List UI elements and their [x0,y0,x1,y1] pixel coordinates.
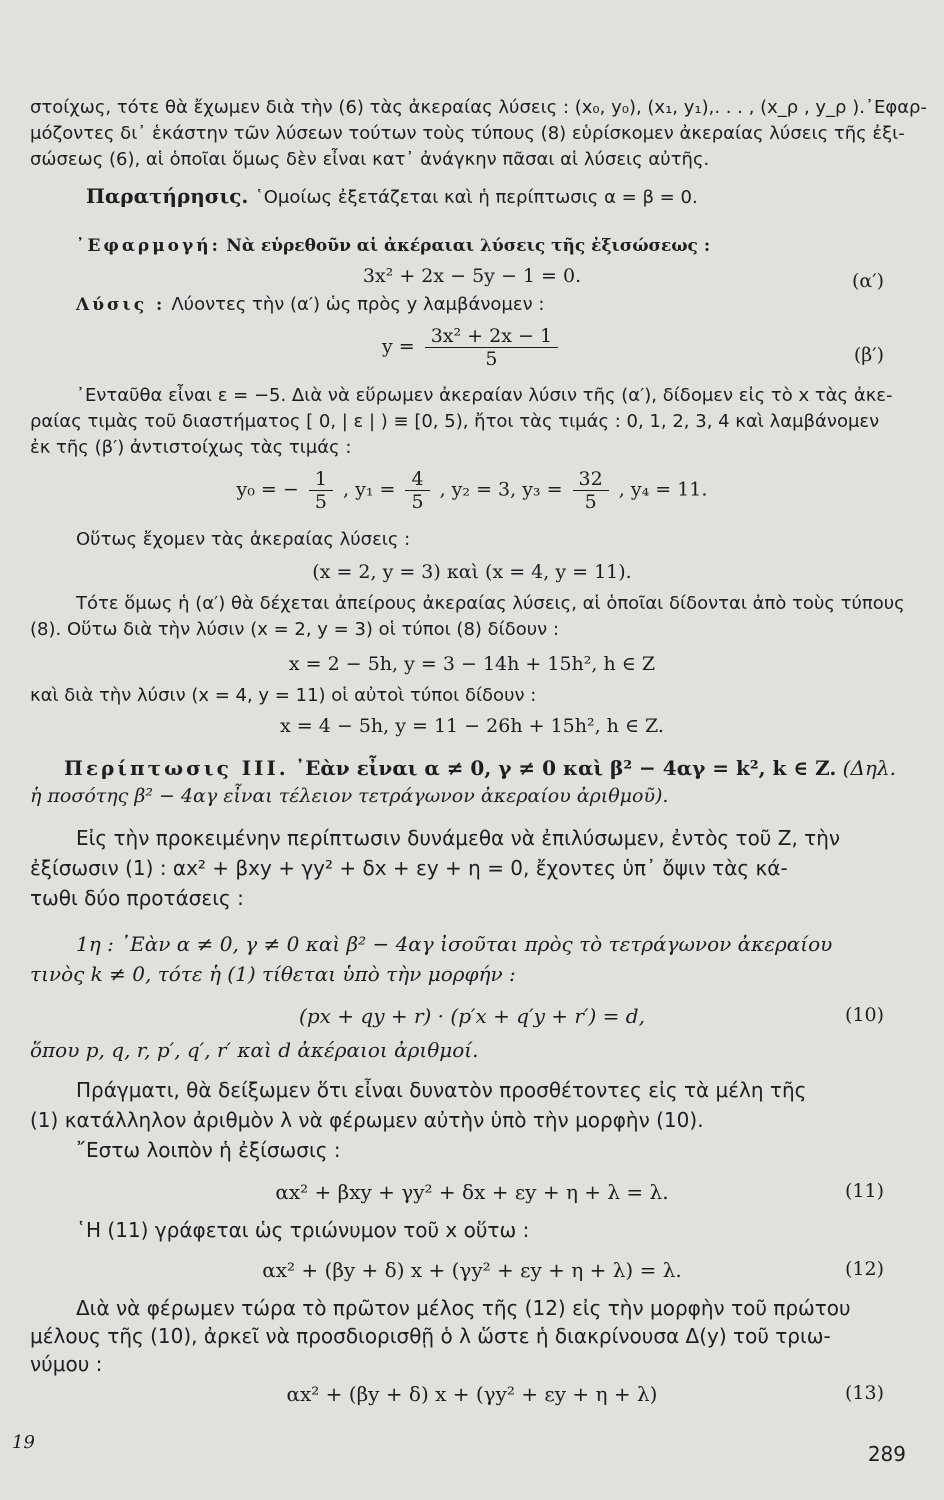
text-line: τωθι δύο προτάσεις : [30,886,244,910]
fraction-denominator: 5 [314,491,327,513]
solution-line [76,292,904,317]
text-line: μόζοντες δι᾿ ἑκάστην τῶν λύσεων τούτων τοὺς τύπους (8) εὑρίσκομεν ἀκεραίας λύσεις τῆς ἐξι- [30,123,905,144]
equation-13-tag: (13) [844,1382,884,1404]
equation-11-tag: (11) [844,1180,884,1202]
proposition-line: ὅπου p, q, r, p′, q′, r′ καὶ d ἀκέραιοι ἀριθμοί. [30,1038,479,1062]
formula-2: x = 4 − 5h, y = 11 − 26h + 15h², h ∈ Z. [280,715,664,737]
equation-10: (px + qy + r) · (p′x + q′y + r′) = d, [299,1004,645,1028]
values-line [0,468,944,513]
text-line: Εἰς τὴν προκειμένην περίπτωσιν δυνάμεθα νὰ ἐπιλύσωμεν, ἐντὸς τοῦ Z, τὴν [76,826,841,850]
case-heading [64,756,904,780]
equation-12-tag: (12) [844,1258,884,1280]
integer-solutions: (x = 2, y = 3) καὶ (x = 4, y = 11). [312,561,632,583]
text-line: ᾿Ενταῦθα εἶναι ε = −5. Διὰ νὰ εὕρωμεν ἀκεραίαν λύσιν τῆς (α′), δίδομεν εἰς τὸ x τὰς ἀκε- [76,385,893,406]
signature-mark: 19 [12,1432,35,1453]
equation-12: αx² + (βy + δ) x + (γy² + εy + η + λ) = λ. [262,1258,682,1282]
equation-b-lhs: y = [381,335,415,358]
fraction-numerator: 3x² + 2x − 1 [425,325,558,348]
text-line: νύμου : [30,1352,103,1376]
solution-label: Λύσις : [76,295,166,315]
text-line: στοίχως, τότε θὰ ἔχωμεν διὰ τὴν (6) τὰς ἀκεραίας λύσεις : (x₀, y₀), (x₁, y₁),. . . , (x_ρ , y_ρ ).᾿Εφαρ- [30,97,927,118]
equation-10-tag: (10) [844,1004,884,1026]
equation-a [0,264,944,288]
text-line: ῾Η (11) γράφεται ὡς τριώνυμον τοῦ x οὕτω : [76,1218,530,1242]
fraction-numerator: 4 [405,468,429,491]
fraction-denominator: 5 [411,491,424,513]
text-line: Τότε ὅμως ἡ (α′) θὰ δέχεται ἀπείρους ἀκεραίας λύσεις, αἱ ὁποῖαι δίδονται ἀπὸ τοὺς τύπους [76,593,905,614]
fraction [573,468,609,513]
equation-11: αx² + βxy + γy² + δx + εy + η + λ = λ. [275,1180,669,1204]
text-line: καὶ διὰ τὴν λύσιν (x = 4, y = 11) οἱ αὐτοὶ τύποι δίδουν : [30,685,537,706]
text-line: Πράγματι, θὰ δείξωμεν ὅτι εἶναι δυνατὸν προσθέτοντες εἰς τὰ μέλη τῆς [76,1078,807,1102]
value-y2-y3: , y₂ = 3, y₃ = [439,478,563,501]
text-line: (8). Οὕτω διὰ τὴν λύσιν (x = 2, y = 3) οἱ τύποι (8) δίδουν : [30,619,560,640]
formula-1: x = 2 − 5h, y = 3 − 14h + 15h², h ∈ Z [288,653,656,675]
equation-a-expr: 3x² + 2x − 5y − 1 = 0. [362,265,582,287]
fraction-numerator: 1 [309,468,333,491]
application-text: Νὰ εὑρεθοῦν αἱ ἀκέραιαι λύσεις τῆς ἐξισώσεως : [226,236,711,256]
fraction [405,468,429,513]
case-title: Περίπτωσις ΙΙΙ. [64,756,289,780]
text-line: (1) κατάλληλον ἀριθμὸν λ νὰ φέρωμεν αὐτὴν ὑπὸ τὴν μορφὴν (10). [30,1108,704,1132]
application-label: ᾿Εφαρμογή: [76,236,221,256]
proposition-line: 1η : ᾿Εὰν α ≠ 0, γ ≠ 0 καὶ β² − 4αγ ἰσοῦται πρὸς τὸ τετράγωνον ἀκεραίου [76,932,833,956]
page-number: 289 [867,1442,906,1466]
value-y4: , y₄ = 11. [618,478,708,501]
value-y0: y₀ = − [236,478,299,501]
text-line: μέλους τῆς (10), ἀρκεῖ νὰ προσδιορισθῇ ὁ λ ὥστε ἡ διακρίνουσα Δ(y) τοῦ τριω- [30,1324,831,1348]
remark-line [86,184,904,210]
text-line: Οὕτως ἔχομεν τὰς ἀκεραίας λύσεις : [76,529,411,550]
case-condition: ᾿Εὰν εἶναι α ≠ 0, γ ≠ 0 καὶ β² − 4αγ = k², k ∈ Z. [295,756,837,780]
fraction [309,468,333,513]
value-y1: , y₁ = [343,478,396,501]
remark-text: ῾Ομοίως ἐξετάζεται καὶ ἡ περίπτωσις α = β = 0. [254,187,698,208]
solution-text: Λύοντες τὴν (α′) ὡς πρὸς y λαμβάνομεν : [171,294,545,315]
fraction-denominator: 5 [485,348,498,370]
text-line: ἐξίσωσιν (1) : αx² + βxy + γy² + δx + εy + η = 0, ἔχοντες ὑπ᾿ ὄψιν τὰς κά- [30,856,788,880]
text-line: ῎Εστω λοιπὸν ἡ ἐξίσωσις : [76,1138,341,1162]
remark-label: Παρατήρησις. [86,184,249,208]
text-line: Διὰ νὰ φέρωμεν τώρα τὸ πρῶτον μέλος τῆς (12) εἰς τὴν μορφὴν τοῦ πρώτου [76,1296,851,1320]
fraction-numerator: 32 [573,468,609,491]
equation-b-tag: (β′) [853,344,884,366]
text-line: ραίας τιμὰς τοῦ διαστήματος [ 0, | ε | ) ≡ [0, 5), ἤτοι τὰς τιμάς : 0, 1, 2, 3, 4 καὶ λαμβάνομεν [30,411,880,432]
text-line: ἐκ τῆς (β′) ἀντιστοίχως τὰς τιμάς : [30,437,352,458]
case-note-start: (Δηλ. [842,756,896,780]
equation-13: αx² + (βy + δ) x + (γy² + εy + η + λ) [286,1382,658,1406]
equation-b [0,325,944,370]
text-line: σώσεως (6), αἱ ὁποῖαι ὅμως δὲν εἶναι κατ᾿ ἀνάγκην πᾶσαι αἱ λύσεις αὐτῆς. [30,149,710,170]
equation-b-fraction [425,325,558,370]
proposition-line: τινὸς k ≠ 0, τότε ἡ (1) τίθεται ὑπὸ τὴν μορφήν : [30,962,516,986]
equation-a-tag: (α′) [852,270,884,292]
fraction-denominator: 5 [584,491,597,513]
application-line [76,234,904,258]
case-note: ἡ ποσότης β² − 4αγ εἶναι τέλειον τετράγωνον ἀκεραίου ἀριθμοῦ). [30,785,669,807]
